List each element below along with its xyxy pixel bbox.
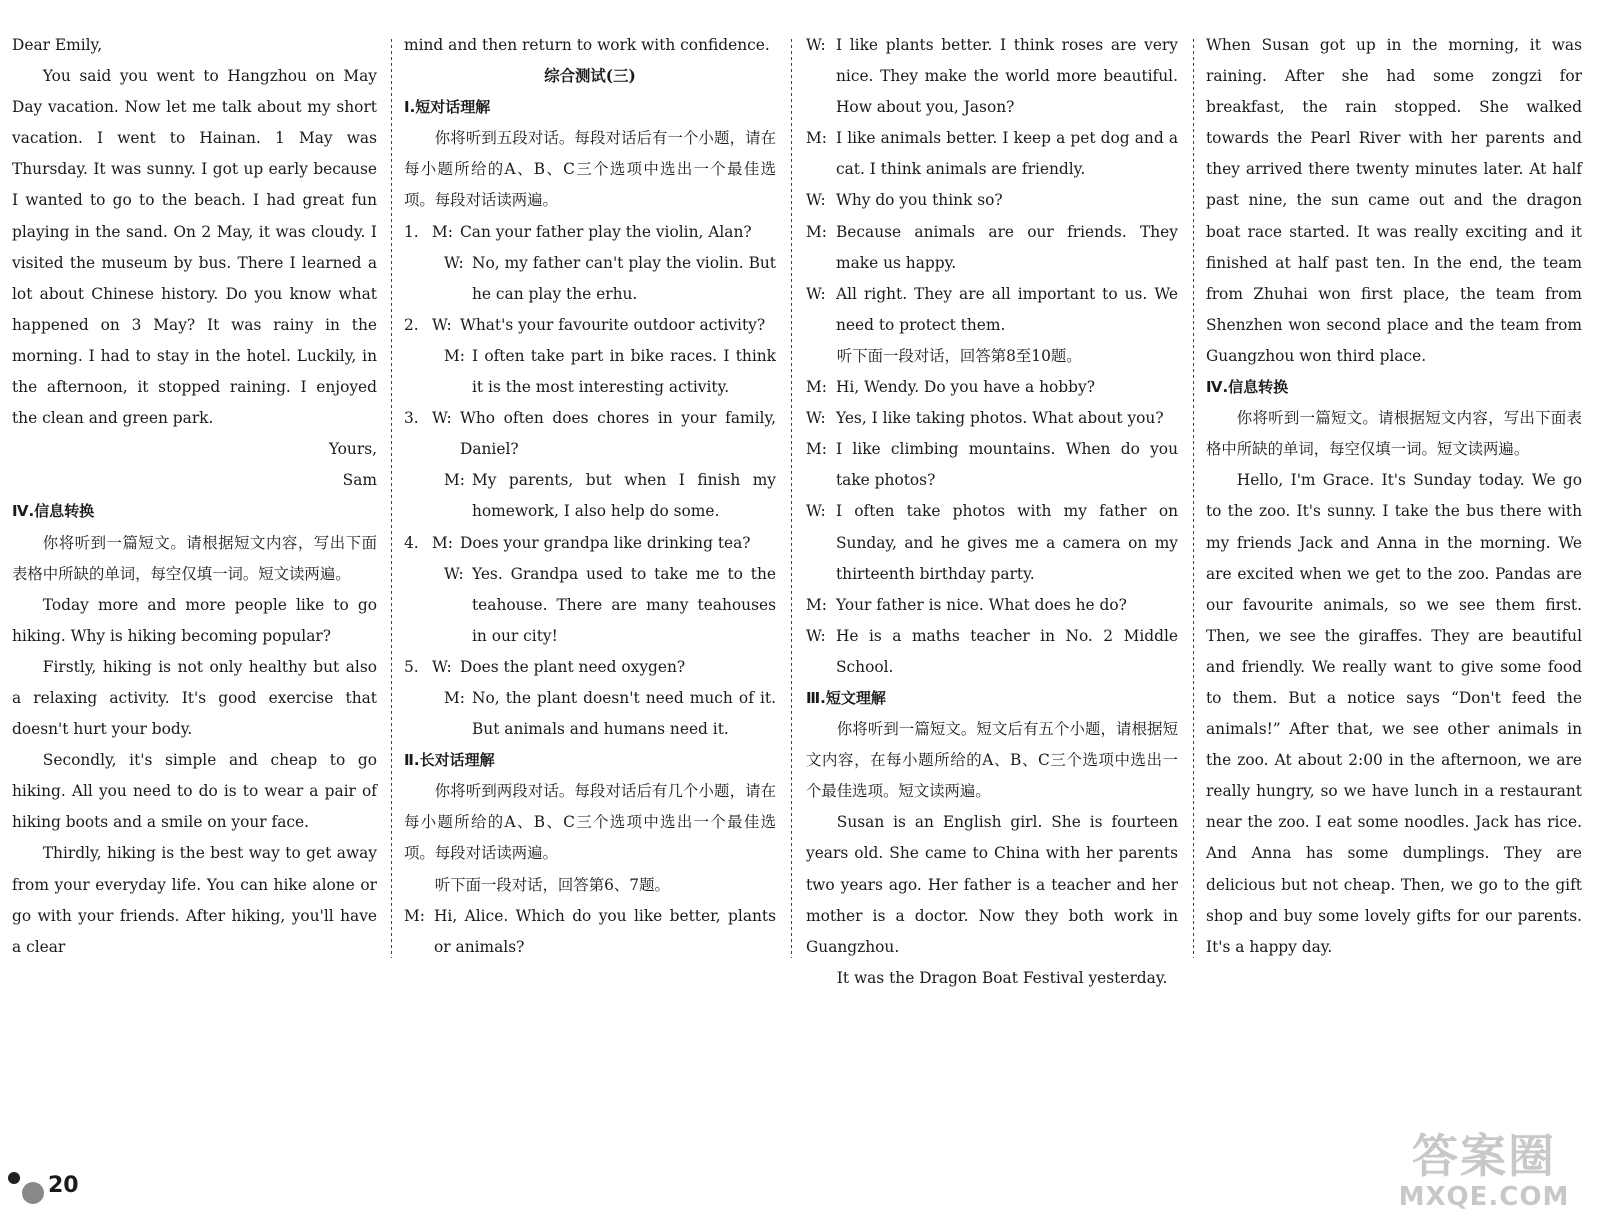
column-4 [1206,30,1582,963]
dialogue-text: I often take part in bike races. I think it is the most interesting activity. [472,346,776,397]
section-instructions: 你将听到五段对话。每段对话后有一个小题，请在每小题所给的A、B、C三个选项中选出一个最佳选项。每段对话读两遍。 [404,129,776,210]
column-2 [404,30,776,963]
column-divider [788,38,794,958]
page-number-text: 20 [48,1172,79,1198]
dialogue-text: All right. They are all important to us. We need to protect them. [836,284,1178,334]
dialogue-text: Who often does chores in your family, Daniel? [460,409,776,459]
dialogue-text: Why do you think so? [836,191,1003,210]
dialogue-text: My parents, but when I finish my homework, I also help do some. [472,471,776,521]
dialogue-line [806,372,1178,403]
speaker: W: [444,564,464,583]
section-instructions: 你将听到一篇短文。请根据短文内容，写出下面表格中所缺的单词，每空仅填一词。短文读两遍。 [1206,409,1582,459]
dialogue-text: I often take photos with my father on Sunday, and he gives me a camera on my thirteenth birthday party. [836,502,1178,583]
passage-paragraph: Susan is an English girl. She is fourteen years old. She came to China with her parents two years ago. Her father is a teacher and her mother is a doctor. Now they both work in Guangzhou. [806,813,1178,956]
letter-closing: Yours, [328,440,377,459]
dialogue-line [806,185,1178,216]
dialogue-line [806,217,1178,279]
section-heading: Ⅲ.短文理解 [806,688,886,707]
speaker: M: [806,440,827,459]
dialogue-text: What's your favourite outdoor activity? [460,315,766,334]
dialogue-text: I like animals better. I keep a pet dog and a cat. I think animals are friendly. [836,129,1178,179]
speaker: M: [432,533,453,552]
speaker: M: [806,378,827,397]
speaker: M: [806,595,827,614]
dialogue-text: Can your father play the violin, Alan? [460,222,752,241]
letter-greeting: Dear Emily, [12,36,103,54]
dialogue-line [806,621,1178,683]
watermark-url: MXQE.COM [1398,1182,1570,1212]
test-title: 综合测试(三) [544,67,636,86]
column-divider [388,38,394,958]
dialogue-text: Your father is nice. What does he do? [836,595,1127,614]
dialogue-line [404,901,776,963]
passage-paragraph: Secondly, it's simple and cheap to go hiking. All you need to do is to wear a pair of hiking boots and a smile on your face. [12,751,377,832]
sub-instructions: 听下面一段对话，回答第8至10题。 [836,346,1082,365]
dialogue-text: Hi, Wendy. Do you have a hobby? [836,378,1095,397]
section-heading: Ⅱ.长对话理解 [404,751,495,770]
passage-paragraph: When Susan got up in the morning, it was raining. After she had some zongzi for breakfast, the rain stopped. She walked towards the Pearl River with her parents and they arrived there twenty minutes later. At half past nine, the sun came out and the dragon boat race started. It was really exciting and it finished at half past ten. In the end, the team from Zhuhai won first place, the team from Shenzhen won second place and the team from Guangzhou won third place. [1206,36,1582,365]
section-heading: Ⅳ.信息转换 [12,502,95,521]
decor-dot-icon [8,1172,20,1184]
dialogue-line [806,434,1178,496]
section-instructions: 你将听到一篇短文。请根据短文内容，写出下面表格中所缺的单词，每空仅填一词。短文读两遍。 [12,533,377,583]
passage-paragraph: Thirdly, hiking is the best way to get away from your everyday life. You can hike alone or go with your friends. After hiking, you'll have a clear [12,844,377,956]
dialogue-text: Does your grandpa like drinking tea? [460,533,751,552]
dialogue-text: He is a maths teacher in No. 2 Middle School. [836,626,1178,676]
dialogue-line [404,403,776,465]
dialogue-line [404,310,776,341]
decor-circle-icon [22,1182,44,1204]
letter-body: You said you went to Hangzhou on May Day vacation. Now let me talk about my short vacation. I went to Hainan. 1 May was Thursday. It was sunny. I got up early because I wanted to go to the beach. I had great fun playing in the sand. On 2 May, it was cloudy. I visited the museum by bus. There I learned a lot about Chinese history. Do you know what happened on 3 May? It was rainy in the morning. I had to stay in the hotel. Luckily, in the afternoon, it stopped raining. I enjoyed the clean and green park. [12,67,377,428]
passage-paragraph: Today more and more people like to go hiking. Why is hiking becoming popular? [12,595,377,645]
passage-paragraph: Firstly, hiking is not only healthy but also a relaxing activity. It's good exercise that doesn't hurt your body. [12,657,377,739]
dialogue-text: Because animals are our friends. They make us happy. [836,222,1178,272]
question-number: 4. [404,533,419,552]
speaker: M: [432,222,453,241]
speaker: W: [806,409,826,428]
speaker: M: [444,471,465,490]
dialogue-line [404,341,776,403]
dialogue-text: No, the plant doesn't need much of it. But animals and humans need it. [472,688,776,739]
letter-signature: Sam [342,471,377,490]
dialogue-line [404,217,776,248]
speaker: W: [432,409,452,428]
question-number: 3. [404,409,419,428]
dialogue-text: Hi, Alice. Which do you like better, plants or animals? [434,906,776,956]
passage-paragraph: Hello, I'm Grace. It's Sunday today. We go to the zoo. It's sunny. I take the bus there with my friends Jack and Anna in the morning. We are excited when we get to the zoo. Pandas are our favourite animals, so we see them first. Then, we see the giraffes. They are beautiful and friendly. We really want to give some food to them. But a notice says “Don't feed the animals!” After that, we see other animals in the zoo. At about 2:00 in the afternoon, we are really hungry, so we have lunch in a restaurant near the zoo. I eat some noodles. Jack has rice. And Anna has some dumplings. They are delicious but not cheap. Then, we go to the gift shop and buy some lovely gifts for our parents. It's a happy day. [1206,471,1582,956]
column-3 [806,30,1178,994]
dialogue-line [404,652,776,683]
speaker: W: [806,626,826,645]
speaker: W: [806,502,826,521]
section-heading: Ⅳ.信息转换 [1206,378,1289,397]
speaker: W: [444,253,464,272]
dialogue-line [806,279,1178,341]
dialogue-text: I like climbing mountains. When do you take photos? [836,440,1178,490]
speaker: W: [806,191,826,210]
question-number: 1. [404,222,419,241]
column-1 [12,30,377,963]
speaker: M: [806,222,827,241]
column-divider [1190,38,1196,958]
dialogue-line [404,248,776,310]
section-heading: Ⅰ.短对话理解 [404,98,491,117]
dialogue-line [404,559,776,652]
page-number [8,1166,79,1204]
dialogue-line [806,123,1178,185]
dialogue-text: No, my father can't play the violin. But he can play the erhu. [472,253,776,303]
dialogue-line [404,683,776,745]
watermark-logo [1384,1130,1584,1212]
dialogue-line [806,30,1178,123]
dialogue-text: Yes, I like taking photos. What about you? [836,409,1164,428]
question-number: 5. [404,657,419,676]
section-instructions: 你将听到两段对话。每段对话后有几个小题，请在每小题所给的A、B、C三个选项中选出一个最佳选项。每段对话读两遍。 [404,782,776,863]
question-number: 2. [404,315,419,334]
speaker: M: [444,688,465,707]
watermark-text: 答案圈 [1412,1129,1556,1183]
speaker: W: [432,315,452,334]
dialogue-line [806,590,1178,621]
dialogue-line [806,496,1178,589]
dialogue-text: Yes. Grandpa used to take me to the teahouse. There are many teahouses in our city! [472,564,776,645]
dialogue-line [404,465,776,527]
speaker: M: [404,906,425,925]
dialogue-text: I like plants better. I think roses are very nice. They make the world more beautiful. How about you, Jason? [836,36,1178,117]
speaker: W: [432,657,452,676]
sub-instructions: 听下面一段对话，回答第6、7题。 [434,875,670,894]
passage-paragraph: It was the Dragon Boat Festival yesterday. [836,968,1168,987]
speaker: M: [806,129,827,148]
speaker: W: [806,36,826,54]
dialogue-text: Does the plant need oxygen? [460,657,686,676]
dialogue-line [404,528,776,559]
continued-text: mind and then return to work with confidence. [404,36,770,54]
speaker: M: [444,346,465,365]
dialogue-line [806,403,1178,434]
speaker: W: [806,284,826,303]
section-instructions: 你将听到一篇短文。短文后有五个小题，请根据短文内容，在每小题所给的A、B、C三个选项中选出一个最佳选项。短文读两遍。 [806,720,1178,801]
